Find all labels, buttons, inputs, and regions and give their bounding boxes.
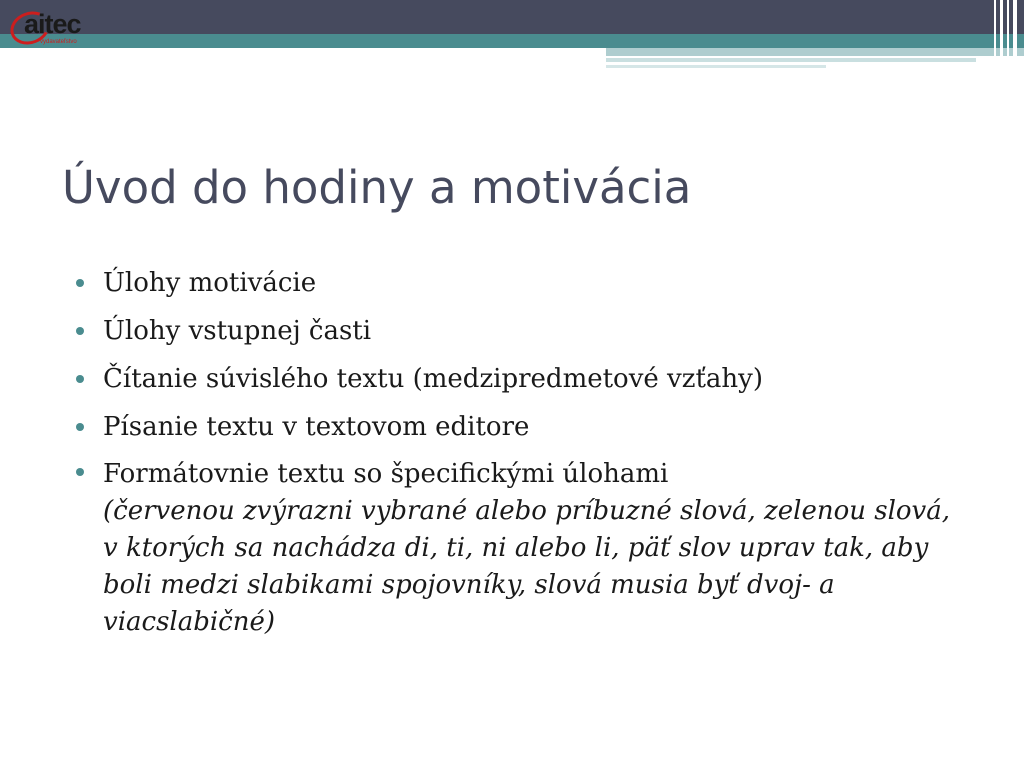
- header-band-light: [606, 48, 1024, 56]
- header-band-teal: [0, 34, 1024, 48]
- bullet-icon: [76, 423, 84, 431]
- list-item: [76, 259, 976, 307]
- list-item-detail: (červenou zvýrazni vybrané alebo príbuzné slová, zelenou slová, v ktorých sa nachádza di, ti, ni alebo li, päť slov uprav tak, aby boli medzi slabikami spojovníky, slová musia byť dvoj- a viacslabičné): [103, 496, 951, 637]
- list-item: [76, 451, 976, 641]
- slide-title: Úvod do hodiny a motivácia: [62, 161, 692, 214]
- list-item-text: Písanie textu v textovom editore: [103, 412, 530, 442]
- header-rule: [606, 65, 826, 68]
- logo-name: aitec: [24, 9, 81, 39]
- logo-subtitle: vydavateľstvo: [40, 39, 77, 45]
- list-item: [76, 307, 976, 355]
- list-item-text: Úlohy vstupnej časti: [103, 316, 372, 346]
- list-item-text: Čítanie súvislého textu (medzipredmetové vzťahy): [103, 364, 763, 394]
- list-item: [76, 355, 976, 403]
- list-item-text: Úlohy motivácie: [103, 268, 317, 298]
- list-item-text: Formátovnie textu so špecifickými úlohami: [103, 459, 669, 489]
- header-band-dark: [0, 0, 1024, 34]
- bullet-icon: [76, 327, 84, 335]
- header-stripes: [990, 0, 1024, 68]
- bullet-icon: [76, 279, 84, 287]
- bullet-list: [76, 259, 976, 641]
- header-rule: [606, 58, 976, 62]
- bullet-icon: [76, 375, 84, 383]
- bullet-icon: [76, 468, 84, 476]
- list-item: [76, 403, 976, 451]
- publisher-logo: [10, 8, 90, 48]
